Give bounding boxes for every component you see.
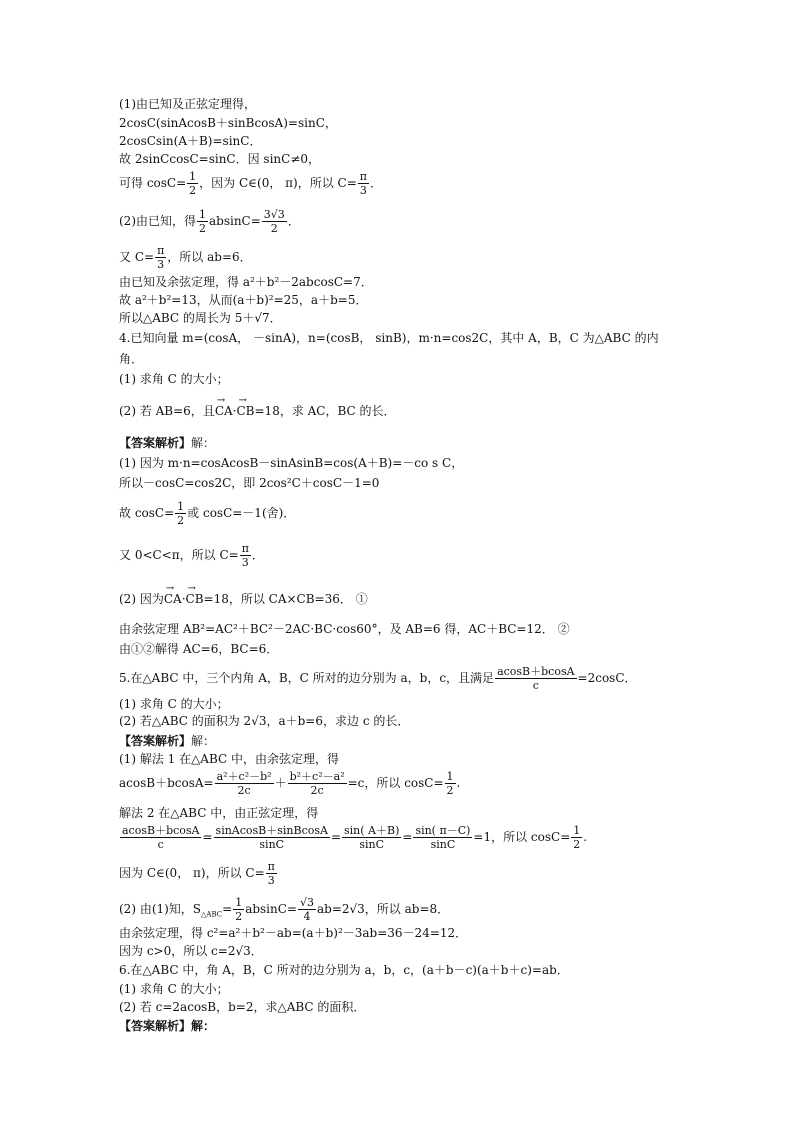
text-line: 由余弦定理，得 c²=a²＋b²－ab=(a＋b)²－3ab=36－24=12． xyxy=(119,926,468,940)
question-5: 5.在△ABC 中，三个内角 A，B，C 所对的边分别为 a，b，c，且满足 $\frac{acosB+bcosA}{c}$ =2cosC． xyxy=(119,665,637,692)
fraction: $\frac{\text{a²＋c²－b²}}{2c}$ xyxy=(216,770,272,797)
text-line: (1) 解法 1 在△ABC 中，由余弦定理，得 xyxy=(119,752,340,766)
fraction: $\frac{\text{b²＋c²－a²}}{2c}$ xyxy=(289,770,345,797)
text-line: (1) 因为 m·n=cosAcosB－sinAsinB=cos(A＋B)=－co s C， xyxy=(119,456,464,470)
text-line: 角． xyxy=(119,352,144,366)
vector: → CA xyxy=(215,404,233,419)
fraction: $\frac{√3}{4}$ xyxy=(299,896,314,923)
text-line: 又 C= $\frac{\pi}{3}$ ，所以 ab=6． xyxy=(119,244,252,271)
text-line: 可得 cosC= $\frac{1}{2}$ ，因为 C∈(0， π)，所以 C= $\frac{\pi}{3}$ ． xyxy=(119,170,383,197)
text-line: 由①②解得 AC=6，BC=6． xyxy=(119,642,279,656)
text-line: 又 0<C<π，所以 C= $\frac{\pi}{3}$ ． xyxy=(119,542,264,569)
text-line: 由余弦定理 AB²=AC²＋BC²－2AC·BC·cos60°，及 AB=6 得，AC＋BC=12． ② xyxy=(119,622,570,636)
question-4: 4.已知向量 m=(cosA， －sinA)，n=(cosB， sinB)，m·n=cos2C，其中 A，B，C 为△ABC 的内 xyxy=(119,331,659,345)
fraction: $\frac{3√3}{2}$ xyxy=(263,208,285,235)
fraction: $\frac{1}{2}$ xyxy=(573,824,581,851)
text-line: 解法 2 在△ABC 中，由正弦定理，得 xyxy=(119,806,319,820)
text-line: 故 a²＋b²=13，从而(a＋b)²=25，a＋b=5． xyxy=(119,293,368,307)
text-line: 因为 C∈(0， π)，所以 C= $\frac{\pi}{3}$ xyxy=(119,860,275,887)
vector: → CB xyxy=(237,404,255,419)
fraction: $\frac{\sin( A+B)}{\sin C}$ xyxy=(344,824,400,851)
answer-heading: 【答案解析】解： xyxy=(119,436,216,450)
text-line: 所以－cosC=cos2C，即 2cos²C＋cosC－1=0 xyxy=(119,476,380,490)
text-line: (1) 求角 C 的大小； xyxy=(119,372,229,386)
text-line: 因为 c>0，所以 c=2√3． xyxy=(119,944,263,958)
text-line: 故 cosC= $\frac{1}{2}$ 或 cosC=－1(舍)． xyxy=(119,500,296,527)
fraction: $\frac{\pi}{3}$ xyxy=(359,170,368,197)
vector: → CA xyxy=(164,592,182,607)
fraction: $\frac{acosB+bcosA}{c}$ xyxy=(122,824,200,851)
answer-heading: 【答案解析】解： xyxy=(119,734,216,748)
text-line: 故 2sinCcosC=sinC．因 sinC≠0， xyxy=(119,152,321,166)
text-line: (2) 若 AB=6，且→ CA·→ CB=18，求 AC，BC 的长． xyxy=(119,404,396,419)
fraction: $\frac{\sin( \pi-C)}{\sin C}$ xyxy=(415,824,471,851)
text-line: (2) 若△ABC 的面积为 2√3，a＋b=6，求边 c 的长． xyxy=(119,714,410,728)
text-line: 2cosC(sinAcosB＋sinBcosA)=sinC， xyxy=(119,116,337,130)
fraction: $\frac{\pi}{3}$ xyxy=(157,244,165,271)
fraction: $\frac{\pi}{3}$ xyxy=(241,542,249,569)
text-line: 由已知及余弦定理，得 a²＋b²－2abcosC=7． xyxy=(119,275,373,289)
fraction: $\frac{\pi}{3}$ xyxy=(267,860,275,887)
text-line: (1) 求角 C 的大小； xyxy=(119,697,229,711)
text-line: (2) 由(1)知，$S_{\triangle ABC}=$ $\frac{1}{2}$ absinC= $\frac{√3}{4}$ ab=2√3，所以 ab=8． xyxy=(119,896,450,923)
fraction: $\frac{1}{2}$ xyxy=(235,896,243,923)
text-line: (2)由已知，得 $\frac{1}{2}$ absinC= $\frac{3√3}{2}$ ． xyxy=(119,208,300,235)
fraction: $\frac{\text{sinAcosB＋sinBcosA}}{\sin C}$ xyxy=(215,824,328,851)
fraction: $\frac{1}{2}$ xyxy=(446,770,454,797)
fraction: $\frac{acosB+bcosA}{c}$ xyxy=(497,665,575,692)
text-line: (1) 求角 C 的大小； xyxy=(119,982,229,996)
text-line: (2) 若 c=2acosB，b=2，求△ABC 的面积． xyxy=(119,1000,366,1014)
text-line: (2) 因为→ CA·→ CB=18，所以 CA×CB=36． ① xyxy=(119,592,368,607)
text-line: 所以△ABC 的周长为 5＋√7． xyxy=(119,311,282,325)
vector: → CB xyxy=(186,592,204,607)
answer-heading: 【答案解析】解： xyxy=(119,1019,216,1033)
fraction: $\frac{1}{2}$ xyxy=(199,208,206,235)
text-line: 2cosCsin(A＋B)=sinC． xyxy=(119,134,262,148)
fraction: $\frac{1}{2}$ xyxy=(189,170,197,197)
question-6: 6.在△ABC 中，角 A，B，C 所对的边分别为 a，b，c，(a＋b－c)(a＋b＋c)=ab． xyxy=(119,963,569,977)
text-line: (1)由已知及正弦定理得， xyxy=(119,97,256,111)
fraction: $\frac{1}{2}$ xyxy=(177,500,185,527)
text-line: $\frac{acosB+bcosA}{c}$ = $\frac{\text{sinAcosB＋sinBcosA}}{\sin C}$ = $\frac{\sin( A+B)}{\sin C}$ = $\frac{\sin( \pi-C)}{\sin C}$ =1，所以 cosC= $\frac{1}{2}$ . xyxy=(122,824,588,851)
text-line: acosB＋bcosA= $\frac{\text{a²＋c²－b²}}{2c}$ ＋ $\frac{\text{b²＋c²－a²}}{2c}$ =c，所以 cosC= $\frac{1}{2}$ . xyxy=(119,770,461,797)
